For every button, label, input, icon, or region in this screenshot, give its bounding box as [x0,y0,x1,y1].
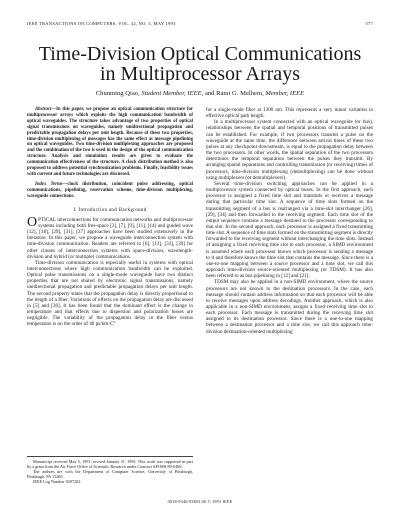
journal-header: IEEE TRANSACTIONS ON COMPUTERS, VOL. 42, NO. 5, MAY 1993 [27,21,176,26]
right-paragraph-4: TDSM may also be applied in a non-SIMD environment, where the source processors are not known to the destination processors. In the case, each message should contain address information so that each processor will be able to receive messages upon address decodings. Another approach, which is also applicable in a non-SIMD environment, assigns a fixed receiving time slot to each processor. Each message is transmitted during the receiving time slot assigned to its destination processor. Since there is a one-to-one mapping between a destination processor and a time slot, we call this approach time-division destination-oriented multiplexing [206,279,373,335]
footnote-affiliation: The authors are with the Department of Computer Science, University of Pittsburgh, Pittsburgh, PA 15260. [27,469,193,480]
right-paragraph-3: Several time-division switching approaches can be applied in a multiprocessor system connected by optical buses. In the first approach, each processor is assigned a fixed time slot and transmits or receives a message during that particular time slot. A sequence of time slots formed on the transmitting segment of a bus is rearranged via a time-slot interchanger [26], [29], [34] and then forwarded to the receiving segment. Each time slot of the output sequence contains a message destined to the processor corresponding to that slot. In the second approach, each processor is assigned a fixed transmitting time slot. A sequence of time slots formed on the transmitting segment is directly forwarded to the receiving segment without interchanging the time slots. Instead of assigning a fixed receiving time slot to each processor, a SIMD environment is assumed where each processor knows which processor is sending a message to it and therefore knows the time slot that contains the message. Since there is a one-to-one mapping between a source processor and a time slot, we call this approach time-division source-oriented multiplexing (or TDSM). It has also been referred to as bus pipelining in [12] and [21]. [206,180,373,280]
page-number: 577 [365,21,373,26]
author-1: Chunming Qiao, [95,90,140,97]
abstract-text: —In this paper, we propose an optical communication structure for multiprocessor arrays which exploits the high communication bandwidth of optical waveguides. The structure takes advantage of two properties of optical signal transmissions on waveguides, namely unidirectional propagation and predictable propagation delays per unit length. Because of these two properties, time-division multiplexing of messages has the same effect as message pipelining on optical waveguides. Two time-division multiplexing approaches are proposed and the combination of the two is used in the design of the optical communication structure. Analysis and simulation results are given to evaluate the communication effectiveness of the structure. A clock distribution method is also proposed to address potential synchronization problems. Finally, feasibility issues with current and future technologies are discussed. [27,107,193,177]
footnote [27,456,193,484]
intro-paragraph-2: Time-division communication is especially useful in systems with optical interconnections where high communication bandwidth can be exploited. Optical pulse transmissions on a single-mode waveguide have two distinct properties that are not shared by electronic signal transmissions, namely unidirectional propagation and predictable propagation delays per unit length. The second property states that the propagation delay is directly proportional to the length of a fiber. Variations of effects on the propagation delay are discussed in [5] and [30]. It has been found that the dominant effect is the change in temperature and that effects due to dispersion and polarization losses are negligible. The variability of the propagation delay in the fiber versus temperature is on the order of 40 ps/km·C° [27,259,193,328]
author-line [0,90,400,97]
running-header [27,21,373,31]
section-heading: I. Introduction and Background [73,206,147,213]
intro-paragraph-1-text: PTICAL interconnections for communication networks and multiprocessor systems including both free-space [3], [7], [9], [11], [14] and guided wave [12], [18], [29], [31], [37] approaches have been studied extensively in the literature. In this paper, we propose a waveguide interconnection system with time-division communication. Readers are referred to [6], [13], [33], [39] for other classes of interconnection systems with space-division, wavelength-division and hybrid (or multiple) communications. [27,216,193,260]
intro-paragraph-1 [27,214,193,260]
right-column [206,107,373,335]
author-2-role: Member, IEEE [265,90,305,97]
author-1-role: Student Member, IEEE, [141,90,204,97]
index-terms-label: Index Terms [35,181,63,187]
title-line-2: in Multiprocessor Arrays [100,63,300,85]
title-line-1: Time-Division Optical Communications [38,43,362,65]
paper-title [0,44,400,84]
abstract [27,107,193,178]
index-terms [27,182,193,200]
footnote-manuscript: Manuscript received May 5, 1991; revised January 31, 1992. This work was supported in part by a grant from the Air Force Office of Scientific Research under Contract AFOSR-89-0469. [27,459,193,470]
abstract-label: Abstract [35,107,52,112]
author-connector: and Rami G. Melhem, [204,90,264,97]
index-terms-text: —clock distribution, coincident pulse addressing, optical communications, pipelining, reservation scheme, time-division multiplexing, waveguide connections. [27,181,193,199]
footnote-log-number: IEEE Log Number 9207202. [33,479,82,485]
right-paragraph-2: In a multiprocessor system connected with an optical waveguide (or bus), relationships between the spatial and temporal positions of transmitted pulses can be established. For example, if two processors transmit a pulse on the waveguide at the same time, the difference between arrival times of these two pulses at any checkpoint downstream, is equal to the propagation delay between the two processors. In other words, the spatial separation of the two processors determines the temporal separation between the pulses they transmit. By arranging spatial separations and controlling transmission (or receiving) times of processors, time-division multiplexing (demultiplexing) can be done without using multiplexers (or demultiplexers). [206,119,373,181]
copyright-line: 0018-9340/93$03.00 © 1993 IEEE [167,499,233,504]
drop-cap: O [27,214,38,230]
left-column [27,107,193,328]
right-paragraph-1: for a single-mode fiber at 1300 nm. This represents a very minor variation in effective optical path length. [206,107,373,120]
